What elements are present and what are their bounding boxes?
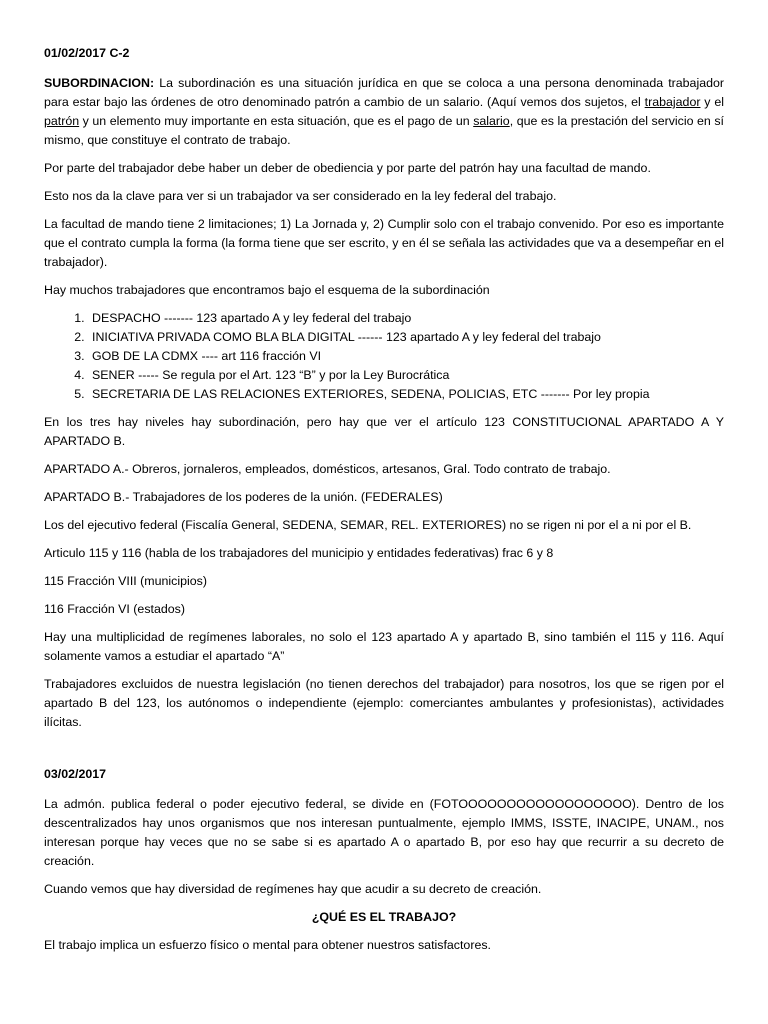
paragraph-clave: Esto nos da la clave para ver si un trabajador va ser considerado en la ley federal del trabajo. bbox=[44, 189, 557, 203]
paragraph-apartado-a: APARTADO A.- Obreros, jornaleros, empleados, domésticos, artesanos, Gral. Todo contrato de trabajo. bbox=[44, 462, 611, 476]
text-run: La subordinación es una situación jurídica en que se coloca a una persona denominada trabajador para estar bajo las órdenes de otro denominado patrón a cambio de un salario. (Aquí vemos dos sujetos, el bbox=[44, 76, 724, 109]
paragraph-articulo-115-116: Articulo 115 y 116 (habla de los trabajadores del municipio y entidades federativas) frac 6 y 8 bbox=[44, 546, 554, 560]
paragraph-trabajo-definicion: El trabajo implica un esfuerzo físico o mental para obtener nuestros satisfactores. bbox=[44, 938, 491, 952]
list-item: 4. SENER ----- Se regula por el Art. 123 “B” y por la Ley Burocrática bbox=[88, 366, 724, 385]
text-run: y un elemento muy importante en esta situación, que es el pago de un bbox=[79, 114, 474, 128]
paragraph-116: 116 Fracción VI (estados) bbox=[44, 602, 185, 616]
paragraph-ejecutivo-federal: Los del ejecutivo federal (Fiscalía General, SEDENA, SEMAR, REL. EXTERIORES) no se rigen ni por el a ni por el B. bbox=[44, 518, 692, 532]
paragraph-apartado-b: APARTADO B.- Trabajadores de los poderes de la unión. (FEDERALES) bbox=[44, 490, 443, 504]
list-item: 1. DESPACHO ------- 123 apartado A y ley federal del trabajo bbox=[88, 309, 724, 328]
paragraph-115: 115 Fracción VIII (municipios) bbox=[44, 574, 207, 588]
paragraph-diversidad: Cuando vemos que hay diversidad de regímenes hay que acudir a su decreto de creación. bbox=[44, 882, 542, 896]
text-run: , que es la prestación del servicio en sí mismo, que constituye el contrato de trabajo. bbox=[44, 114, 724, 147]
paragraph-multiplicidad: Hay una multiplicidad de regímenes laborales, no solo el 123 apartado A y apartado B, sino también el 115 y 116. Aquí solamente vamos a estudiar el apartado “A” bbox=[44, 630, 724, 663]
paragraph-admon-publica: La admón. publica federal o poder ejecutivo federal, se divide en (FOTOOOOOOOOOOOOOOOOOO). Dentro de los descentralizados hay unos organismos que nos interesan puntualmente, ejemplo IMMS, ISSTE, INACIPE, UNAM., nos interesan porque hay veces que no se sabe si es apartado A o apartado B, por eso hay que recurrir a su decreto de creación. bbox=[44, 797, 724, 868]
list-item: 2. INICIATIVA PRIVADA COMO BLA BLA DIGITAL ------ 123 apartado A y ley federal del trabajo bbox=[88, 328, 724, 347]
subordinacion-paragraph bbox=[44, 74, 724, 150]
text-run: y el bbox=[700, 95, 724, 109]
entry-date-1: 01/02/2017 C-2 bbox=[44, 46, 130, 60]
paragraph-obediencia: Por parte del trabajador debe haber un deber de obediencia y por parte del patrón hay una facultad de mando. bbox=[44, 161, 651, 175]
link-patron[interactable]: patrón bbox=[44, 114, 80, 128]
paragraph-excluidos: Trabajadores excluidos de nuestra legislación (no tienen derechos del trabajador) para nosotros, los que se rigen por el apartado B del 123, los autónomos o independiente (ejemplo: comerciantes ambulantes y profesionistas), actividades ilícitas. bbox=[44, 677, 724, 729]
link-salario[interactable]: salario bbox=[473, 114, 510, 128]
entry-date-2: 03/02/2017 bbox=[44, 767, 107, 781]
section-heading-trabajo: ¿QUÉ ES EL TRABAJO? bbox=[311, 910, 457, 924]
paragraph-niveles: En los tres hay niveles hay subordinación, pero hay que ver el artículo 123 CONSTITUCIONAL APARTADO A Y APARTADO B. bbox=[44, 415, 724, 448]
link-trabajador[interactable]: trabajador bbox=[644, 95, 701, 109]
paragraph-muchos-trabajadores: Hay muchos trabajadores que encontramos bajo el esquema de la subordinación bbox=[44, 283, 490, 297]
numbered-list bbox=[44, 309, 724, 404]
list-item: 3. GOB DE LA CDMX ---- art 116 fracción VI bbox=[88, 347, 724, 366]
list-item: 5. SECRETARIA DE LAS RELACIONES EXTERIORES, SEDENA, POLICIAS, ETC ------- Por ley propia bbox=[88, 385, 724, 404]
subordinacion-label: SUBORDINACION: bbox=[44, 76, 155, 90]
spacer bbox=[44, 741, 724, 765]
paragraph-facultad-mando: La facultad de mando tiene 2 limitaciones; 1) La Jornada y, 2) Cumplir solo con el trabajo convenido. Por eso es importante que el contrato cumpla la forma (la forma tiene que ser escrito, y en él se señala las actividades que va a desempeñar en el trabajador). bbox=[44, 217, 724, 269]
